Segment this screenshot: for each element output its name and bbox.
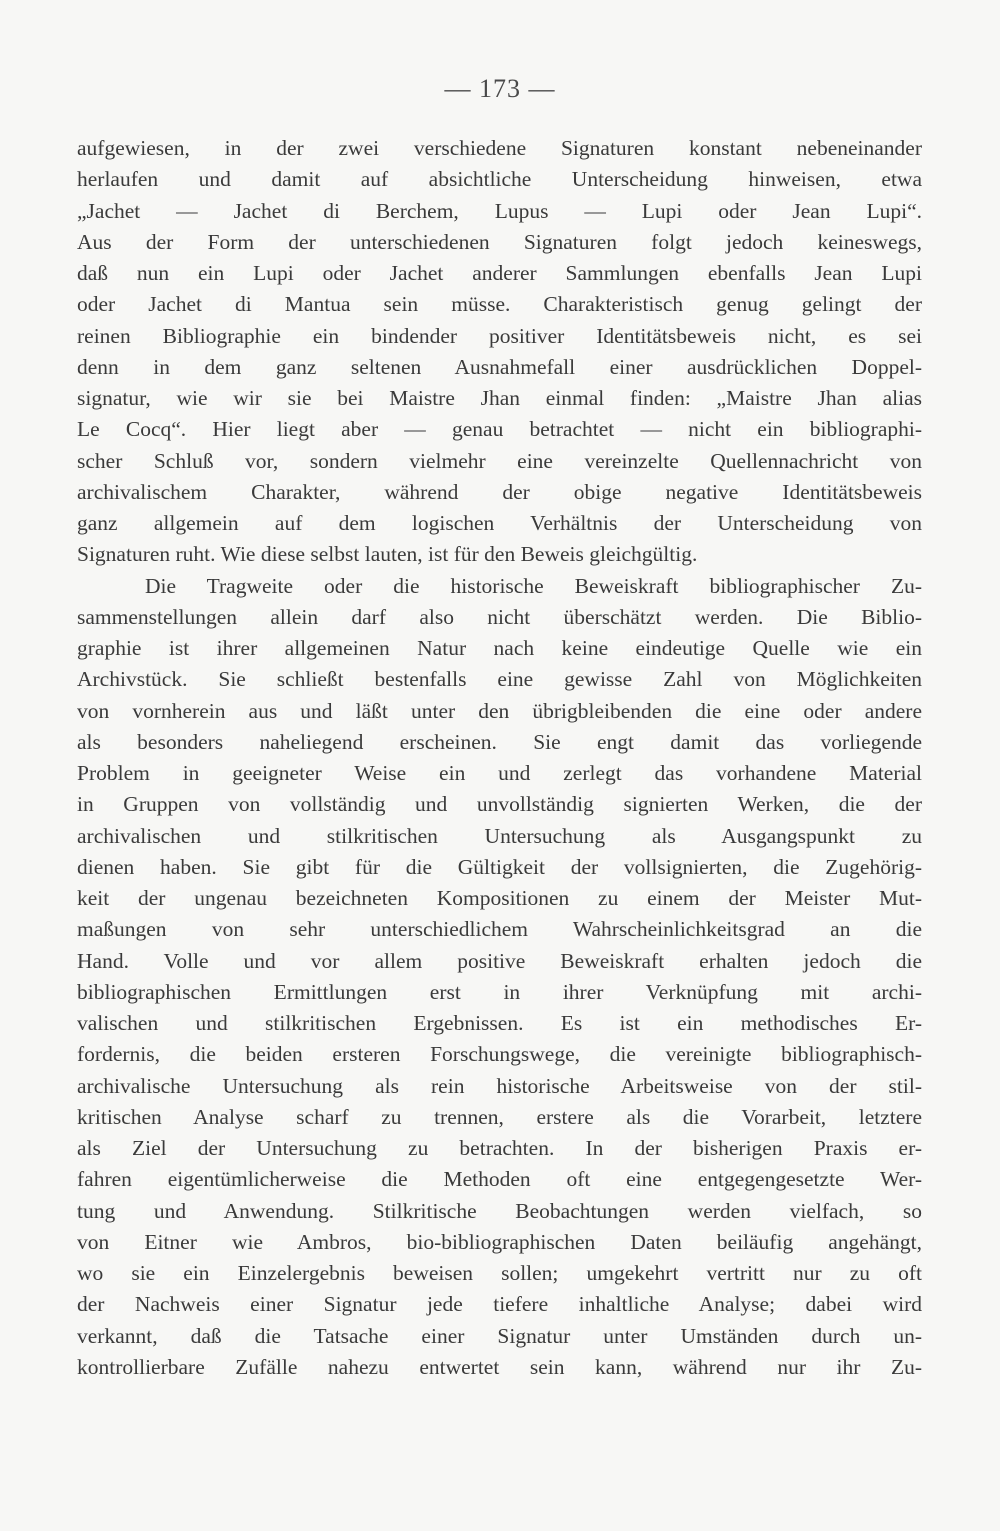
text-line: daß nun ein Lupi oder Jachet anderer Sammlungen ebenfalls Jean Lupi [77,261,922,285]
text-line: oder Jachet di Mantua sein müsse. Charakteristisch genug gelingt der [77,292,922,317]
text-line: denn in dem ganz seltenen Ausnahmefall einer ausdrücklichen Doppel- [77,354,922,379]
body-text [77,133,922,1383]
text-line: wo sie ein Einzelergebnis beweisen sollen; umgekehrt vertritt nur zu oft [77,1261,922,1285]
text-line: valischen und stilkritischen Ergebnissen. Es ist ein methodisches Er- [77,1011,922,1035]
text-line: Archivstück. Sie schließt bestenfalls eine gewisse Zahl von Möglichkeiten [77,667,922,692]
text-line: in Gruppen von vollständig und unvollständig signierten Werken, die der [77,792,922,817]
text-line: Le Cocq“. Hier liegt aber — genau betrachtet — nicht ein bibliographi- [77,417,922,442]
text-line: ganz allgemein auf dem logischen Verhältnis der Unterscheidung von [77,511,922,535]
text-line: reinen Bibliographie ein bindender positiver Identitätsbeweis nicht, es sei [77,323,922,348]
text-line: verkannt, daß die Tatsache einer Signatur unter Umständen durch un- [77,1323,922,1348]
text-line: tung und Anwendung. Stilkritische Beobachtungen werden vielfach, so [77,1198,922,1223]
text-line: Die Tragweite oder die historische Beweiskraft bibliographischer Zu- [145,573,922,598]
page-number: — 173 — [444,74,556,103]
text-line: von vornherein aus und läßt unter den übrigbleibenden die eine oder andere [77,698,922,723]
text-line: signatur, wie wir sie bei Maistre Jhan einmal finden: „Maistre Jhan alias [77,386,922,410]
text-line: graphie ist ihrer allgemeinen Natur nach keine eindeutige Quelle wie ein [77,636,922,660]
text-line: sammenstellungen allein darf also nicht überschätzt werden. Die Biblio- [77,604,922,629]
text-line: scher Schluß vor, sondern vielmehr eine vereinzelte Quellennachricht von [77,448,922,473]
text-line: von Eitner wie Ambros, bio-bibliographischen Daten beiläufig angehängt, [77,1229,922,1254]
text-line: herlaufen und damit auf absichtliche Unterscheidung hinweisen, etwa [77,167,922,192]
text-line: als besonders naheliegend erscheinen. Sie engt damit das vorliegende [77,729,922,754]
text-line: aufgewiesen, in der zwei verschiedene Signaturen konstant nebeneinander [77,136,922,160]
text-line: archivalische Untersuchung als rein historische Arbeitsweise von der stil- [77,1073,922,1098]
text-line: Signaturen ruht. Wie diese selbst lauten, ist für den Beweis gleichgültig. [77,542,698,567]
text-line: kritischen Analyse scharf zu trennen, erstere als die Vorarbeit, letztere [77,1104,922,1129]
text-line: fordernis, die beiden ersteren Forschungswege, die vereinigte bibliographisch- [77,1042,922,1067]
text-line: Problem in geeigneter Weise ein und zerlegt das vorhandene Material [77,761,922,785]
text-line: maßungen von sehr unterschiedlichem Wahrscheinlichkeitsgrad an die [77,917,922,942]
text-line: dienen haben. Sie gibt für die Gültigkeit der vollsignierten, die Zugehörig- [77,854,922,879]
text-line: „Jachet — Jachet di Berchem, Lupus — Lupi oder Jean Lupi“. [77,198,922,223]
text-line: keit der ungenau bezeichneten Kompositionen zu einem der Meister Mut- [77,886,922,910]
text-line: archivalischen und stilkritischen Untersuchung als Ausgangspunkt zu [77,823,922,848]
text-line: Aus der Form der unterschiedenen Signaturen folgt jedoch keineswegs, [77,229,922,254]
text-line: Hand. Volle und vor allem positive Beweiskraft erhalten jedoch die [77,948,922,973]
text-line: der Nachweis einer Signatur jede tiefere inhaltliche Analyse; dabei wird [77,1292,922,1317]
text-line: archivalischem Charakter, während der obige negative Identitätsbeweis [77,479,922,504]
text-line: als Ziel der Untersuchung zu betrachten. In der bisherigen Praxis er- [77,1136,922,1160]
text-line: kontrollierbare Zufälle nahezu entwertet sein kann, während nur ihr Zu- [77,1354,922,1379]
text-line: fahren eigentümlicherweise die Methoden oft eine entgegengesetzte Wer- [77,1167,922,1192]
text-line: bibliographischen Ermittlungen erst in ihrer Verknüpfung mit archi- [77,979,922,1004]
